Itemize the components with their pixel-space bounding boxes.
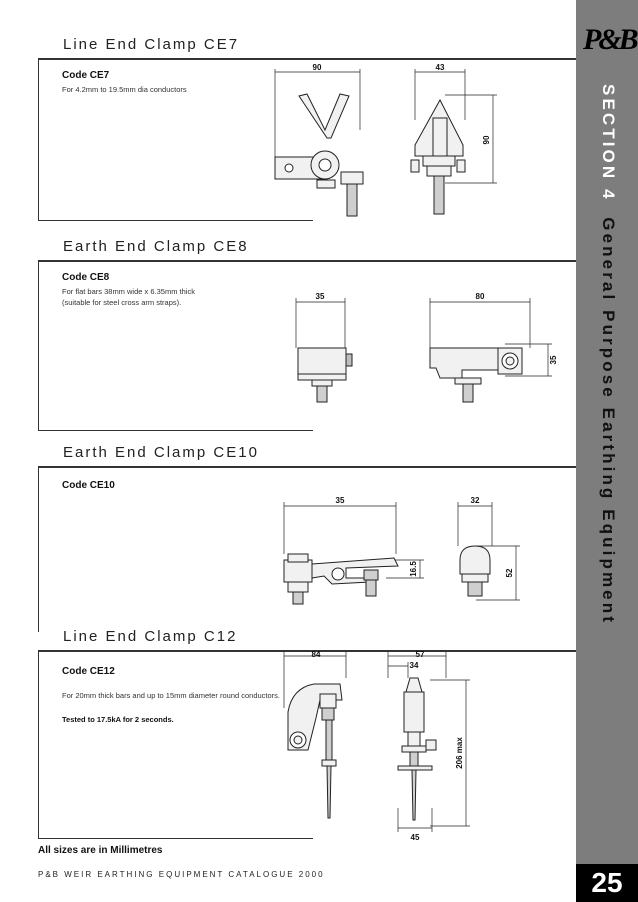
product-code: Code CE12 (62, 666, 115, 677)
c12-drawing (280, 648, 480, 848)
dimension-label: 34 (409, 661, 419, 670)
section-left-rule (38, 260, 39, 430)
section-title-c12: Line End Clamp C12 (63, 628, 238, 645)
section-title-ce8: Earth End Clamp CE8 (63, 238, 249, 255)
product-code: Code CE8 (62, 272, 110, 283)
section-title: General Purpose Earthing Equipment (599, 217, 618, 625)
ce10-drawing (276, 494, 526, 606)
units-note: All sizes are in Millimetres (38, 845, 163, 856)
ce7-drawing (265, 60, 505, 225)
ce8-drawing (290, 288, 570, 413)
dimension-label: 32 (470, 496, 480, 505)
brand-logo: P&B (583, 23, 636, 56)
dimension-label: 90 (482, 135, 491, 145)
dimension-label: 35 (315, 292, 325, 301)
product-description: For 20mm thick bars and up to 15mm diameter round conductors. (62, 691, 281, 700)
description-line: For flat bars 38mm wide x 6.35mm thick (62, 287, 195, 296)
dimension-label: 57 (415, 650, 425, 659)
section-left-rule (38, 650, 39, 838)
section-rule (38, 260, 576, 262)
dimension-label: 206 max (455, 737, 464, 769)
dimension-label: 35 (335, 496, 345, 505)
dimension-label: 16.5 (409, 561, 418, 577)
section-title-ce7: Line End Clamp CE7 (63, 36, 240, 53)
dimension-label: 90 (312, 63, 322, 72)
product-description: For 4.2mm to 19.5mm dia conductors (62, 85, 187, 94)
section-rule (38, 466, 576, 468)
section-left-rule (38, 466, 39, 632)
dimension-label: 35 (549, 355, 558, 365)
catalogue-footer: P&B WEIR EARTHING EQUIPMENT CATALOGUE 2000 (38, 870, 325, 879)
section-left-rule (38, 58, 39, 220)
test-rating-note: Tested to 17.5kA for 2 seconds. (62, 715, 174, 724)
product-code: Code CE7 (62, 70, 110, 81)
dimension-label: 45 (410, 833, 420, 842)
product-description (62, 286, 195, 308)
dimension-label: 52 (505, 568, 514, 578)
dimension-label: 84 (311, 650, 321, 659)
section-label: SECTION 4 (599, 84, 618, 202)
section-bottom-rule (38, 838, 313, 839)
dimension-label: 43 (435, 63, 445, 72)
section-bottom-rule (38, 430, 313, 431)
section-heading (594, 84, 622, 625)
dimension-label: 80 (475, 292, 485, 301)
product-code: Code CE10 (62, 480, 115, 491)
page-number: 25 (576, 864, 638, 902)
description-line: (suitable for steel cross arm straps). (62, 298, 182, 307)
section-title-ce10: Earth End Clamp CE10 (63, 444, 259, 461)
